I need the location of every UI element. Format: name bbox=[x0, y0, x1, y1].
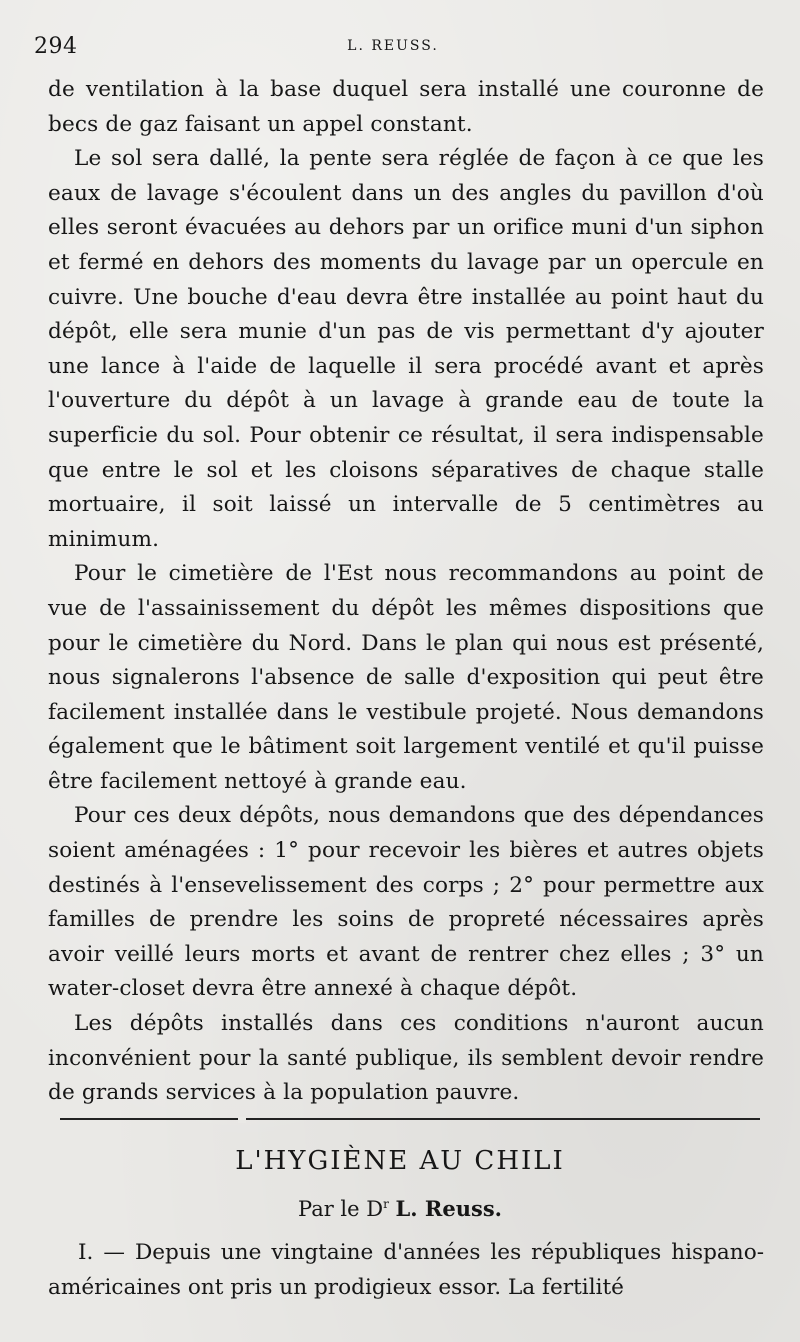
article-body bbox=[48, 1236, 764, 1305]
paragraph-continued: de ventilation à la base duquel sera installé une couronne de becs de gaz faisant un appel constant. bbox=[48, 77, 764, 137]
paragraph: I. — Depuis une vingtaine d'années les républiques hispano-américaines ont pris un prodigieux essor. La fertilité bbox=[48, 1240, 764, 1300]
paragraph: Pour le cimetière de l'Est nous recommandons au point de vue de l'assainissement du dépôt les mêmes dispositions que pour le cimetière du Nord. Dans le plan qui nous est présenté, nous signalerons l'absence de salle d'exposition qui peut être facilement installée dans le vestibule projeté. Nous demandons également que le bâtiment soit largement ventilé et qu'il puisse être facilement nettoyé à grande eau. bbox=[48, 561, 764, 794]
article-title: L'HYGIÈNE AU CHILI bbox=[235, 1146, 565, 1176]
body-text bbox=[48, 73, 764, 1111]
paragraph: Le sol sera dallé, la pente sera réglée de façon à ce que les eaux de lavage s'écoulent dans un des angles du pavillon d'où elles seront évacuées au dehors par un orifice muni d'un siphon et fermé en dehors des moments du lavage par un opercule en cuivre. Une bouche d'eau devra être installée au point haut du dépôt, elle sera munie d'un pas de vis permettant d'y ajouter une lance à l'aide de laquelle il sera procédé avant et après l'ouverture du dépôt à un lavage à grande eau de toute la superficie du sol. Pour obtenir ce résultat, il sera indispensable que entre le sol et les cloisons séparatives de chaque stalle mortuaire, il soit laissé un intervalle de 5 centimètres au minimum. bbox=[48, 146, 764, 552]
section-divider bbox=[60, 1118, 760, 1124]
byline-prefix: Par le $D^r$ bbox=[298, 1197, 389, 1221]
author-name: L. Reuss. bbox=[395, 1196, 502, 1221]
running-head: L. REUSS. bbox=[347, 38, 439, 54]
paragraph: Pour ces deux dépôts, nous demandons que des dépendances soient aménagées : 1° pour recevoir les bières et autres objets destinés à l'ensevelissement des corps ; 2° pour permettre aux familles de prendre les soins de propreté nécessaires après avoir veillé leurs morts et avant de rentrer chez elles ; 3° un water-closet devra être annexé à chaque dépôt. bbox=[48, 803, 764, 1002]
page-number: 294 bbox=[34, 34, 78, 59]
byline bbox=[0, 1196, 800, 1221]
paragraph: Les dépôts installés dans ces conditions n'auront aucun inconvénient pour la santé publique, ils semblent devoir rendre de grands services à la population pauvre. bbox=[48, 1011, 764, 1106]
page-header bbox=[34, 34, 752, 66]
